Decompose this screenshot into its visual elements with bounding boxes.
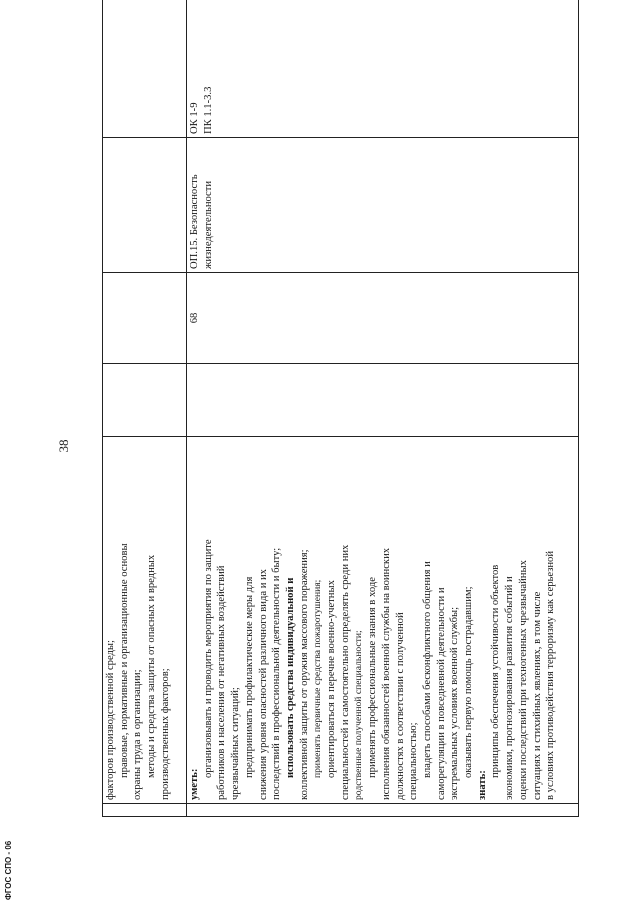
text-line: работников и населения от негативных воздействий — [216, 565, 228, 800]
text-line: оценки последствий при техногенных чрезвычайных — [517, 560, 529, 800]
competency-code: ОК 1-9 — [189, 102, 200, 134]
text-line: специальностей и самостоятельно определять среди них — [339, 544, 351, 800]
text-line: предпринимать профилактические меры для — [243, 576, 255, 778]
text-line: коллективной защиты от оружия массового поражения; — [298, 549, 310, 800]
text-line: использовать средства индивидуальной и — [284, 577, 296, 778]
discipline-name: ОП.15. Безопасность жизнедеятельности — [189, 174, 214, 269]
cell-index — [187, 804, 579, 817]
text-line: принципы обеспечения устойчивости объектов — [490, 564, 502, 778]
cell-competencies — [103, 0, 187, 138]
text-line: ориентироваться в перечне военно-учетных — [326, 580, 338, 778]
cell-hours — [187, 273, 579, 364]
rotated-table-sheet — [102, 37, 579, 817]
text-line: уметь: — [189, 768, 200, 800]
competency-code: ПК 1.1-3.3 — [202, 86, 214, 134]
text-line: методы и средства защиты от опасных и вредных — [146, 554, 158, 778]
text-line: применять профессиональные знания в ходе — [367, 577, 379, 778]
text-line: экстремальных условиях военной службы; — [449, 606, 461, 800]
text-line: родственные полученной специальности; — [353, 630, 365, 800]
cell-empty — [187, 364, 579, 437]
curriculum-table — [102, 0, 579, 817]
hours-value: 68 — [189, 312, 200, 324]
text-line: применять первичные средства пожаротушения; — [312, 579, 324, 778]
text-line: владеть способами бесконфликтного общения и — [421, 561, 433, 778]
text-line: экономики, прогнозирования развития событий и — [504, 576, 516, 800]
text-line: факторов производственной среды; — [105, 640, 116, 800]
page-number: 38 — [56, 439, 71, 453]
text-line: специальностью; — [408, 722, 420, 800]
text-line: снижения уровня опасностей различного вида и их — [257, 569, 269, 800]
requirements-lines — [188, 440, 558, 800]
text-line: охраны труда в организации; — [132, 669, 144, 800]
footer-label: ФГОС СПО - 06 — [4, 840, 13, 900]
cell-hours — [103, 273, 187, 364]
text-line: исполнения обязанностей военной службы на воинских — [380, 547, 392, 800]
cell-discipline — [103, 138, 187, 273]
text-line: правовые, нормативные и организационные основы — [118, 543, 130, 778]
table-row — [187, 0, 579, 817]
text-line: должностях в соответствии с полученной — [394, 612, 406, 800]
text-line: ситуациях и стихийных явлениях, в том числе — [531, 591, 543, 800]
table-row — [103, 0, 187, 817]
text-line: производственных факторов; — [159, 668, 171, 800]
text-line: саморегуляции в повседневной деятельности и — [435, 587, 447, 800]
text-line: последствий в профессиональной деятельности и быту; — [271, 547, 283, 800]
requirements-lines — [104, 440, 173, 800]
cell-competencies — [187, 0, 579, 138]
text-line: организовывать и проводить мероприятия по защите — [202, 539, 214, 778]
cell-discipline — [187, 138, 579, 273]
text-line: оказывать первую помощь пострадавшим; — [463, 586, 475, 778]
cell-index — [103, 804, 187, 817]
cell-requirements — [103, 437, 187, 804]
text-line: чрезвычайных ситуаций; — [230, 687, 242, 800]
cell-empty — [103, 364, 187, 437]
text-line: в условиях противодействия терроризму как серьезной — [545, 550, 557, 800]
text-line: знать: — [476, 770, 488, 800]
cell-requirements — [187, 437, 579, 804]
